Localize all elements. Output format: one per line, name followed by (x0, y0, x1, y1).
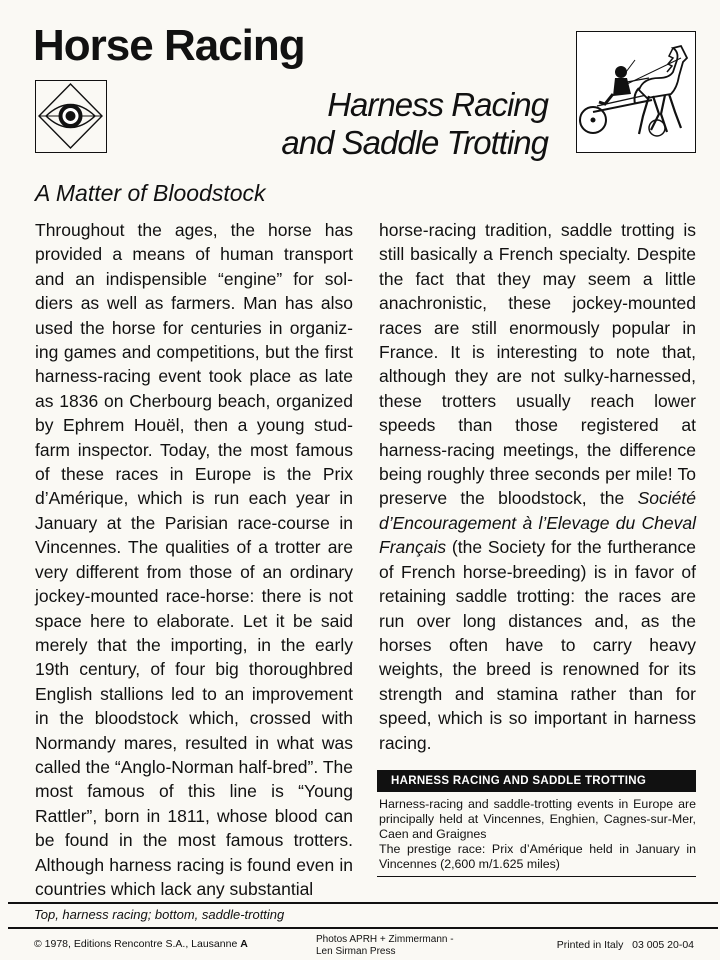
info-box-body (377, 792, 696, 877)
info-box-title: HARNESS RACING AND SADDLE TROTTING (377, 770, 696, 792)
copyright-mark: A (240, 938, 248, 950)
section-heading: A Matter of Bloodstock (35, 180, 266, 206)
footer-divider-bottom (8, 927, 718, 929)
card-code: 03 005 20-04 (632, 939, 694, 951)
society-name: Société d’Encouragement à l’Elevage du Cheval Français (379, 488, 696, 558)
info-box-line-1: Harness-racing and saddle-trotting events in Europe are principally held at Vincennes, Enghien, Cagnes-sur-Mer, Caen and Graignes (379, 797, 696, 841)
sulky-driver-icon (577, 32, 694, 151)
info-box (377, 770, 696, 877)
copyright-text: © 1978, Editions Rencontre S.A., Lausanne (34, 938, 238, 950)
harness-racing-illustration (576, 31, 696, 153)
photo-credits-line-1: Photos APRH + Zimmermann - (316, 934, 454, 945)
print-info (557, 939, 694, 952)
copyright (34, 938, 248, 951)
article-column-right (379, 218, 696, 755)
printed-in: Printed in Italy (556, 939, 624, 951)
article-column-left (35, 218, 353, 901)
info-box-line-2: The prestige race: Prix d’Amérique held in January in Vincennes (2,600 m/1.625 miles) (379, 842, 696, 871)
photo-caption: Top, harness racing; bottom, saddle-trotting (34, 907, 285, 922)
footer-divider-top (8, 902, 718, 904)
article-text-left: Throughout the ages, the horse has provided a means of human transport and an indispensible “engine” for soldiers as well as farmers. Man has also used the horse for centuries in organizing games and competitions, but the first harness-racing event took place as late as 1836 on Cherbourg beach, organized by Ephrem Houël, then a young stud-farm inspector. Today, the most famous of these races in Europe is the Prix d’Amérique, which is run each year in January at the Parisian race-course in Vincennes. The qualities of a trotter are very different from those of an ordinary jockey-mounted race-horse: there is not space here to elaborate. Let it be said merely that the importing, in the early 19th century, of four big thoroughbred English stallions led to an improvement in the bloodstock which, crossed with Normandy mares, resulted in what was called the “Anglo-Norman half-bred”. The most famous of this line is “Young Rattler”, born in 1811, whose blood can be found in the most famous trotters. Although harness racing is found even in countries which lack any substantial (35, 220, 353, 899)
photo-credits-line-2: Len Sirman Press (316, 946, 396, 957)
article-text-right-part2: (the Society for the furtherance of French horse-breeding) is in favor of retaining saddle trotting: the races are run over long distances and, as the horses often have to carry heavy weights, the breed is renowned for its strength and stamina rather than for speed, which is so important in harness racing. (379, 537, 696, 753)
photo-credits (316, 934, 454, 958)
article-text-right (379, 218, 696, 755)
subtitle-line-1: Harness Racing (327, 86, 548, 123)
eye-in-diamond-icon (35, 80, 107, 153)
article-text-right-part1: horse-racing tradition, saddle trotting is still basically a French specialty. Despite the fact that they may seem a little anachronistic, these jockey-mounted races are still enormously popular in France. It is interesting to note that, although they are not sulky-harnessed, these trotters usually reach lower speeds than those registered at harness-racing meetings, the difference being roughly three seconds per mile! To preserve the bloodstock, the (379, 220, 696, 509)
page-title: Horse Racing (33, 21, 305, 70)
subtitle-line-2: and Saddle Trotting (281, 124, 548, 161)
card-subtitle (281, 86, 548, 162)
